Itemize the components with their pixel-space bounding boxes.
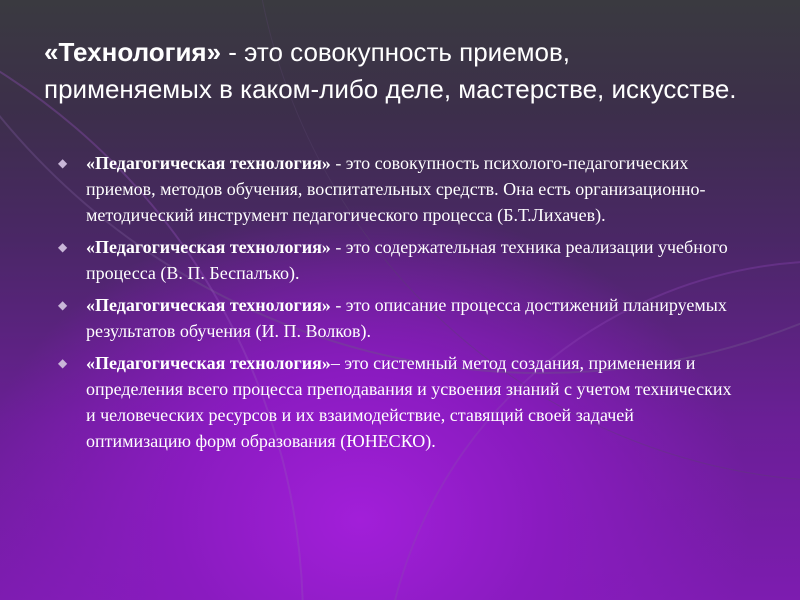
list-item xyxy=(58,350,738,454)
diamond-bullet-icon: ◆ xyxy=(58,298,68,312)
list-item xyxy=(58,150,738,228)
bullet-term: «Педагогическая технология» xyxy=(86,153,331,173)
definition-list xyxy=(58,150,738,460)
bullet-term: «Педагогическая технология» xyxy=(86,237,331,257)
title-term: «Технология» xyxy=(44,37,222,67)
bullet-text: - это описание процесса достижений планируемых результатов обучения (И. П. Волков). xyxy=(86,295,727,341)
bullet-text: – это системный метод создания, применения и определения всего процесса преподавания и усвоения знаний с учетом технических и человеческих ресурсов и их взаимодействие, ставящий своей задачей оптимизацию форм образования (ЮНЕСКО). xyxy=(86,353,732,451)
diamond-bullet-icon: ◆ xyxy=(58,240,68,254)
slide-title xyxy=(44,34,744,108)
bullet-term: «Педагогическая технология» xyxy=(86,295,331,315)
list-item xyxy=(58,234,738,286)
bullet-term: «Педагогическая технология» xyxy=(86,353,331,373)
bullet-text: - это содержательная техника реализации учебного процесса (В. П. Беспалъко). xyxy=(86,237,728,283)
bullet-text: - это совокупность психолого-педагогических приемов, методов обучения, воспитательных средств. Она есть организационно-методический инструмент педагогического процесса (Б.Т.Лихачев). xyxy=(86,153,706,225)
title-definition: - это совокупность приемов, применяемых в каком-либо деле, мастерстве, искусстве. xyxy=(44,37,737,104)
diamond-bullet-icon: ◆ xyxy=(58,156,68,170)
diamond-bullet-icon: ◆ xyxy=(58,356,68,370)
list-item xyxy=(58,292,738,344)
